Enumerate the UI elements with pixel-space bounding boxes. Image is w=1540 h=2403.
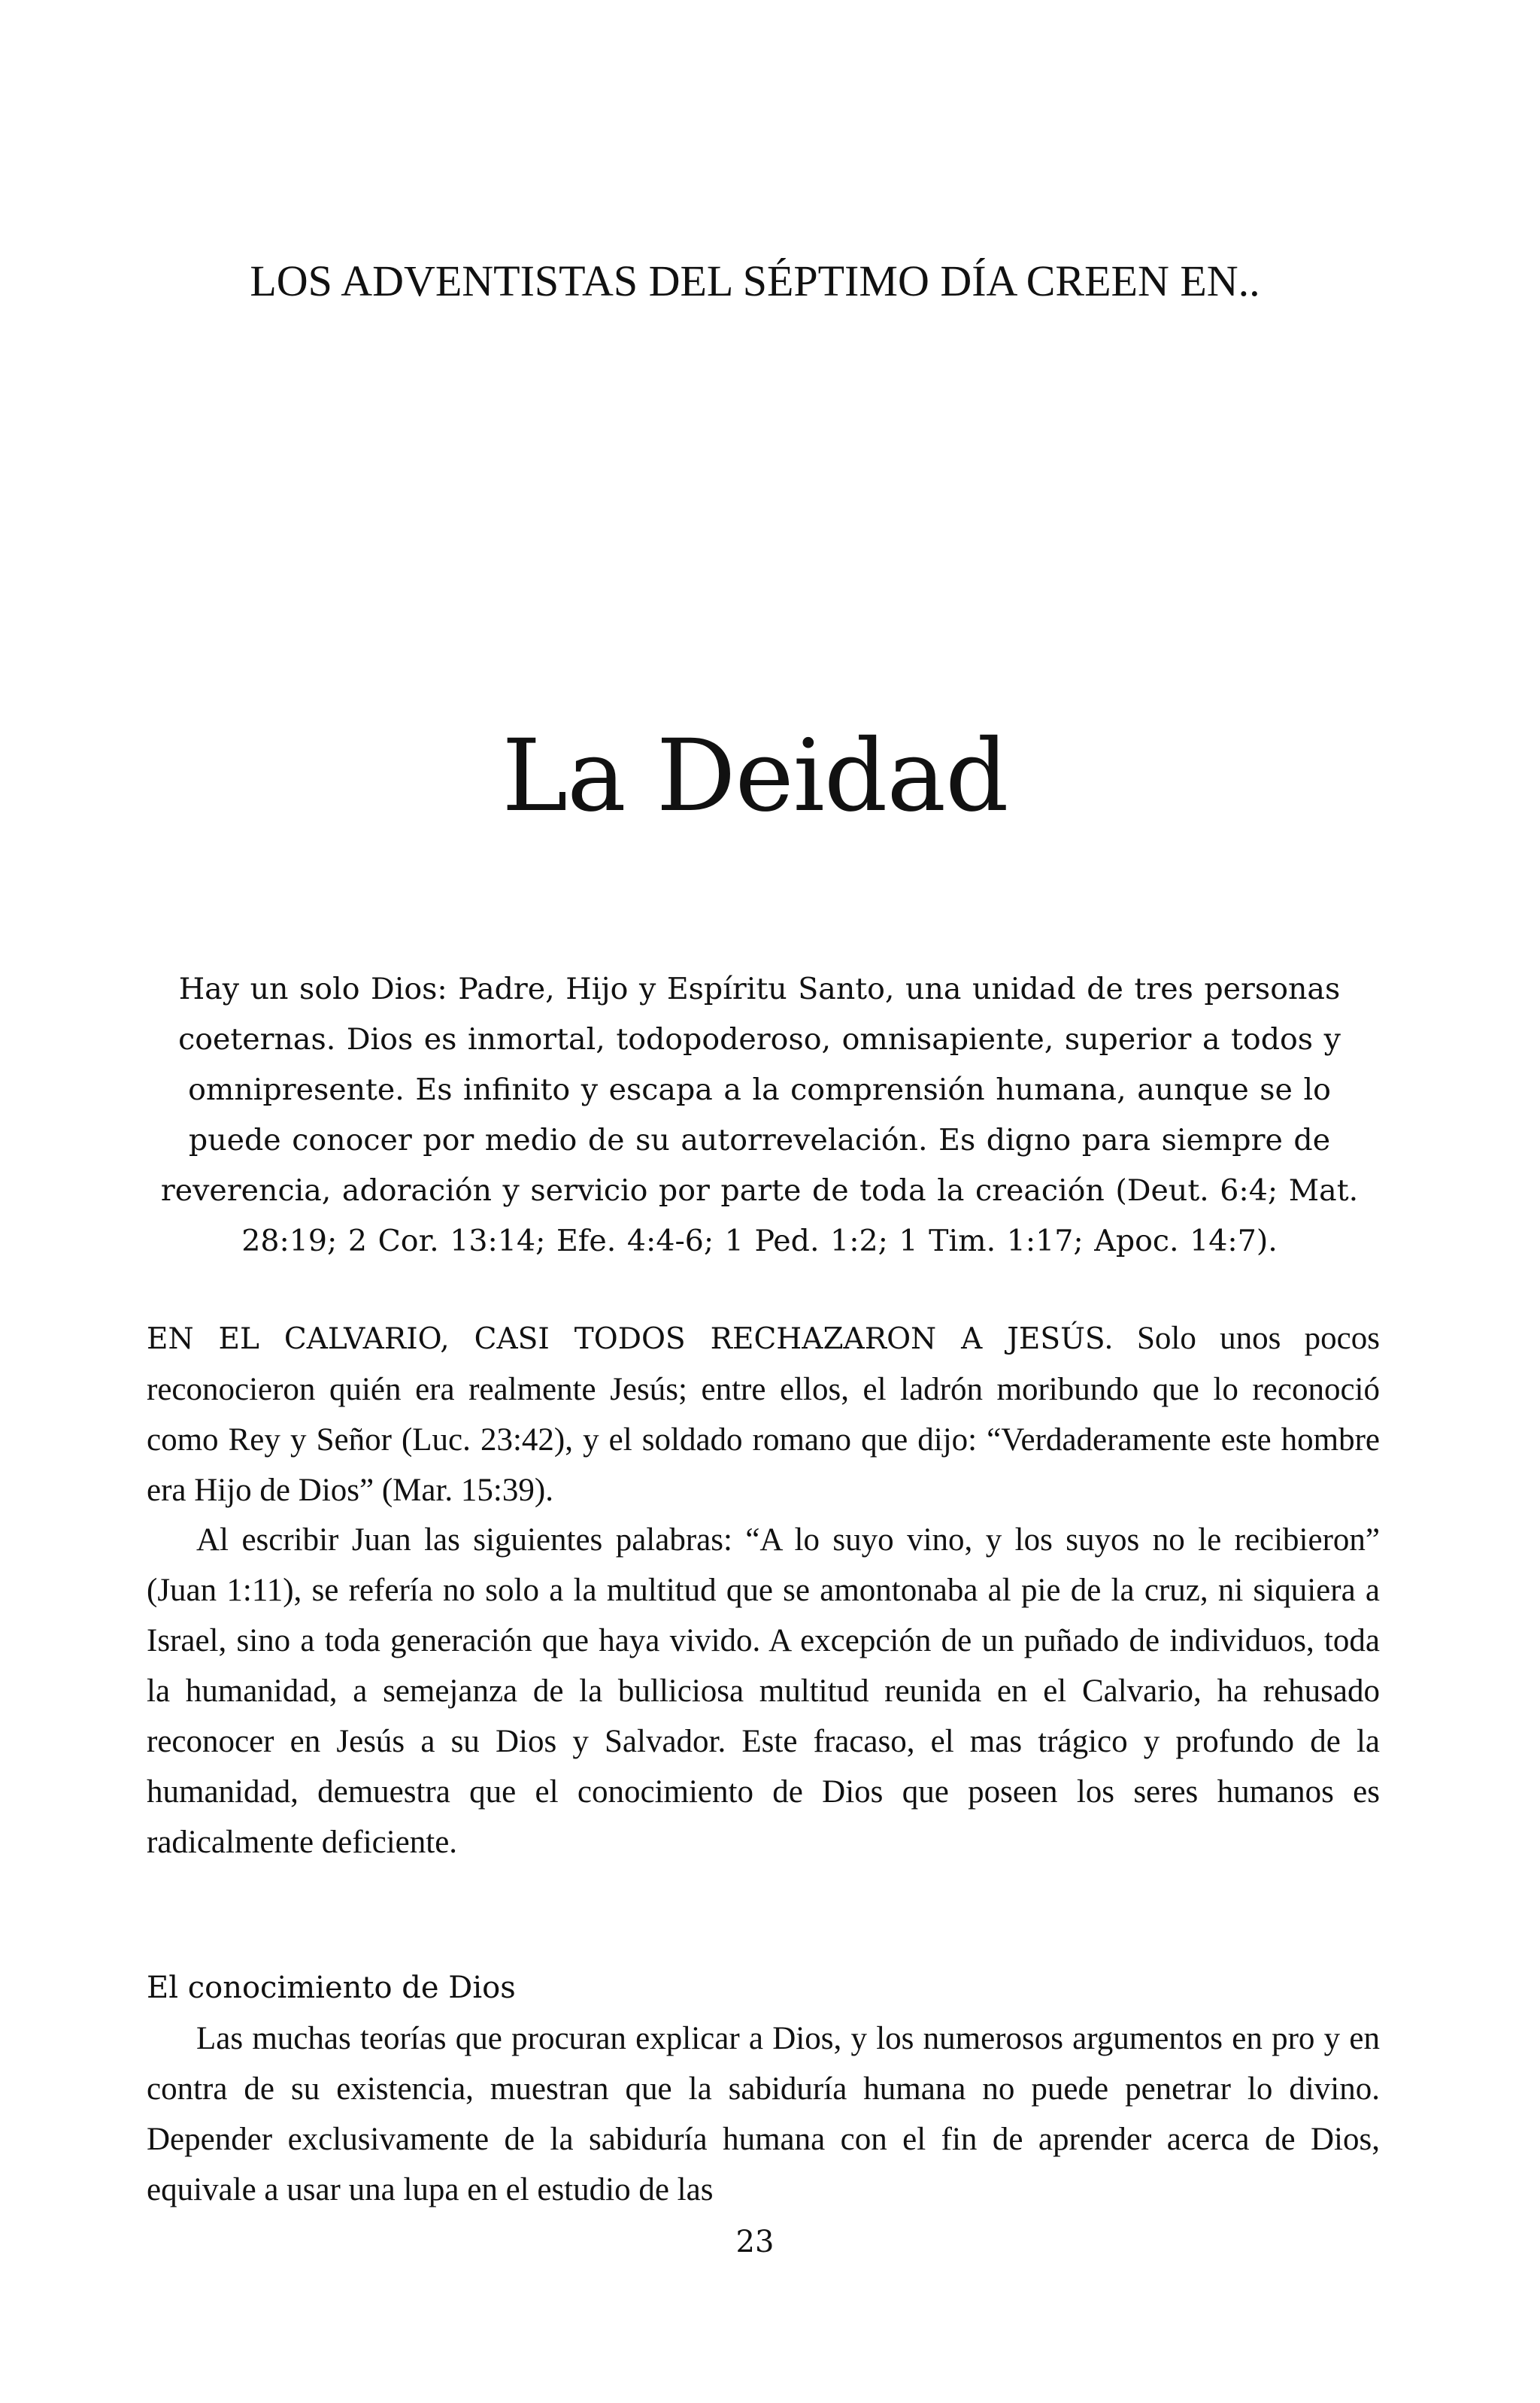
paragraph-1-lead-caps: EN EL CALVARIO, CASI TODOS RECHAZARON A JESÚS. bbox=[147, 1322, 1114, 1356]
paragraph-3: Las muchas teorías que procuran explicar a Dios, y los numerosos argumentos en pro y en contra de su existencia, muestran que la sabiduría humana no puede penetrar lo divino. Depender exclusivamente de la sabiduría humana con el fin de aprender acerca de Dios, equivale a usar una lupa en el estudio de las bbox=[147, 2021, 1380, 2207]
chapter-title: La Deidad bbox=[502, 718, 1008, 834]
paragraph-1-text: Solo unos pocos reconocieron quién era realmente Jesús; entre ellos, el ladrón moribundo que lo reconoció como Rey y Señor (Luc. 23:42), y el soldado romano que dijo: “Verdaderamente este hombre era Hijo de Dios” (Mar. 15:39). bbox=[147, 1321, 1381, 1508]
belief-statement: Hay un solo Dios: Padre, Hijo y Espíritu Santo, una unidad de tres personas coeternas. Dios es inmortal, todopoderoso, omnisapiente, superior a todos y omnipresente. Es infinito y escapa a la comprensión humana, aunque se lo puede conocer por medio de su autorrevelación. Es digno para siempre de reverencia, adoración y servicio por parte de toda la creación (Deut. 6:4; Mat. 28:19; 2 Cor. 13:14; Efe. 4:4-6; 1 Ped. 1:2; 1 Tim. 1:17; Apoc. 14:7). bbox=[160, 972, 1359, 1258]
paragraph-2: Al escribir Juan las siguientes palabras: “A lo suyo vino, y los suyos no le recibieron” (Juan 1:11), se refería no solo a la multitud que se amontonaba al pie de la cruz, ni siquiera a Israel, sino a toda generación que haya vivido. A excepción de un puñado de individuos, toda la humanidad, a semejanza de la bulliciosa multitud reunida en el Calvario, ha rehusado reconocer en Jesús a su Dios y Salvador. Este fracaso, el mas trágico y profundo de la humanidad, demuestra que el conocimiento de Dios que poseen los seres humanos es radicalmente deficiente. bbox=[147, 1522, 1380, 1860]
running-head: LOS ADVENTISTAS DEL SÉPTIMO DÍA CREEN EN.. bbox=[250, 256, 1260, 305]
paragraph-1 bbox=[147, 1313, 1380, 1516]
section-subheading: El conocimiento de Dios bbox=[147, 1971, 516, 2005]
page-number: 23 bbox=[735, 2225, 775, 2259]
